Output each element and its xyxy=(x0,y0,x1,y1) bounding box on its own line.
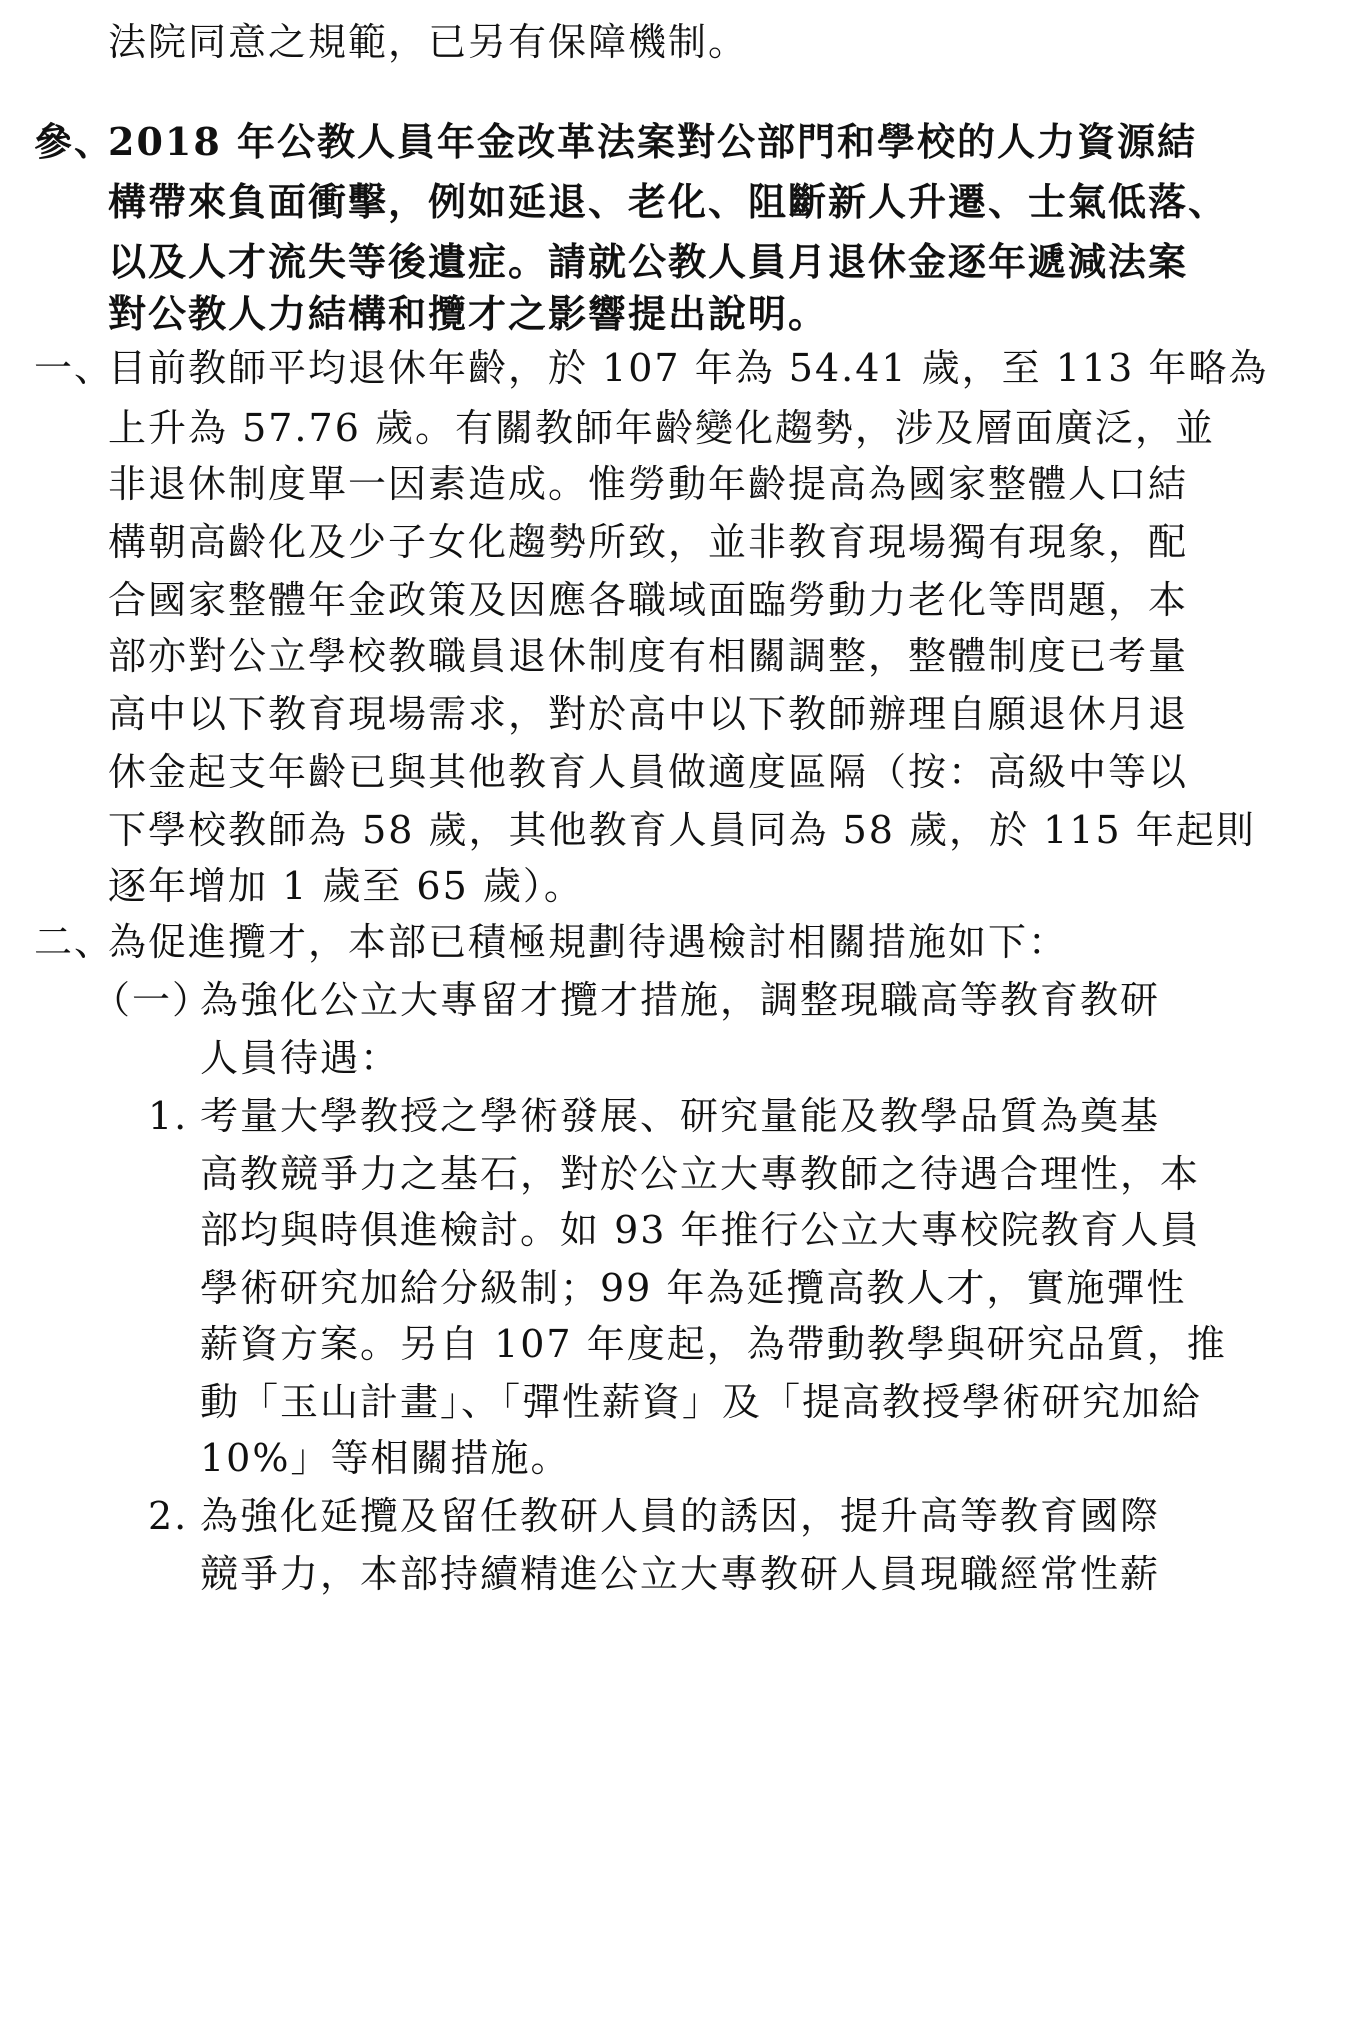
point-1-line: 高教競爭力之基石，對於公立大專教師之待遇合理性，本 xyxy=(200,1152,1201,1196)
item-1-line: 合國家整體年金政策及因應各職域面臨勞動力老化等問題，本 xyxy=(108,578,1189,622)
section-3-line: 對公教人力結構和攬才之影響提出說明。 xyxy=(108,291,829,336)
sub-1-line: 人員待遇： xyxy=(200,1036,401,1080)
item-1-line: 構朝高齡化及少子女化趨勢所致，並非教育現場獨有現象，配 xyxy=(108,520,1189,564)
item-2-marker: 二、 xyxy=(34,920,115,964)
section-3-line: 以及人才流失等後遺症。請就公教人員月退休金逐年遞減法案 xyxy=(108,239,1189,284)
point-1-line: 學術研究加給分級制；99 年為延攬高教人才，實施彈性 xyxy=(200,1266,1187,1310)
point-2-marker: 2. xyxy=(148,1494,189,1538)
point-1-line: 部均與時俱進檢討。如 93 年推行公立大專校院教育人員 xyxy=(200,1208,1201,1252)
item-1-line: 上升為 57.76 歲。有關教師年齡變化趨勢，涉及層面廣泛，並 xyxy=(108,406,1215,450)
item-1-line: 部亦對公立學校教職員退休制度有相關調整，整體制度已考量 xyxy=(108,634,1189,678)
item-1-marker: 一、 xyxy=(34,346,115,390)
item-1-line: 逐年增加 1 歲至 65 歲）。 xyxy=(108,864,584,908)
continuation-text: 法院同意之規範，已另有保障機制。 xyxy=(108,20,749,64)
item-1-line: 目前教師平均退休年齡，於 107 年為 54.41 歲，至 113 年略為 xyxy=(108,346,1269,390)
item-1-line: 非退休制度單一因素造成。惟勞動年齡提高為國家整體人口結 xyxy=(108,462,1189,506)
item-1-line: 下學校教師為 58 歲，其他教育人員同為 58 歲，於 115 年起則 xyxy=(108,808,1256,852)
item-2-line: 為促進攬才，本部已積極規劃待遇檢討相關措施如下： xyxy=(108,920,1069,964)
point-2-line: 為強化延攬及留任教研人員的誘因，提升高等教育國際 xyxy=(200,1494,1161,1538)
item-1-line: 休金起支年齡已與其他教育人員做適度區隔（按：高級中等以 xyxy=(108,750,1189,794)
point-1-marker: 1. xyxy=(148,1094,189,1138)
section-3-marker: 參、 xyxy=(34,119,115,164)
sub-1-marker: （一） xyxy=(92,978,213,1022)
sub-1-line: 為強化公立大專留才攬才措施，調整現職高等教育教研 xyxy=(200,978,1161,1022)
item-1-line: 高中以下教育現場需求，對於高中以下教師辦理自願退休月退 xyxy=(108,692,1189,736)
section-3-line: 構帶來負面衝擊，例如延退、老化、阻斷新人升遷、士氣低落、 xyxy=(108,179,1229,224)
point-1-line: 考量大學教授之學術發展、研究量能及教學品質為奠基 xyxy=(200,1094,1161,1138)
point-1-line: 10%」等相關措施。 xyxy=(200,1436,571,1480)
point-1-line: 薪資方案。另自 107 年度起，為帶動教學與研究品質，推 xyxy=(200,1322,1227,1366)
point-1-line: 動「玉山計畫」、「彈性薪資」及「提高教授學術研究加給 xyxy=(200,1380,1203,1424)
point-2-line: 競爭力，本部持續精進公立大專教研人員現職經常性薪 xyxy=(200,1552,1161,1596)
section-3-line: 2018 年公教人員年金改革法案對公部門和學校的人力資源結 xyxy=(108,119,1197,164)
